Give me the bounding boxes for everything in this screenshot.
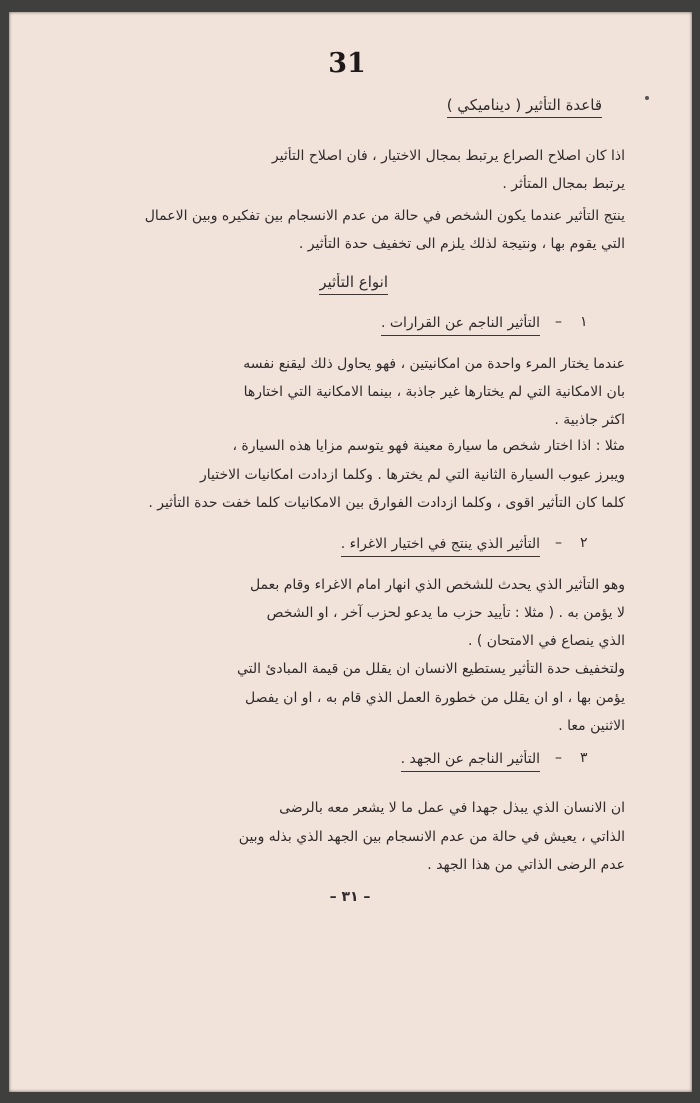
handwritten-page-number: 31 (328, 48, 366, 79)
item-dash: – (555, 535, 562, 551)
item-heading: التأثير الذي ينتج في اختيار الاغراء . (341, 535, 540, 557)
page-title: قاعدة التأثير ( ديناميكي ) (447, 96, 602, 118)
paragraph-line: عندما يختار المرء واحدة من امكانيتين ، فهو يحاول ذلك ليقنع نفسه (243, 356, 625, 372)
item-number: ٣ (580, 750, 588, 766)
item-dash: – (555, 750, 562, 766)
paragraph-line: لا يؤمن به . ( مثلا : تأييد حزب ما يدعو لحزب آخر ، او الشخص (266, 605, 625, 621)
item-heading: التأثير الناجم عن القرارات . (381, 314, 540, 336)
paper-mark (645, 96, 649, 100)
paragraph-line: الذاتي ، يعيش في حالة من عدم الانسجام بين الجهد الذي بذله وبين (238, 829, 625, 845)
intro-line: يرتبط بمجال المتأثر . (502, 176, 625, 192)
section-heading: انواع التأثير (319, 273, 388, 295)
paragraph-line: عدم الرضى الذاتي من هذا الجهد . (427, 857, 625, 873)
intro-line: التي يقوم بها ، ونتيجة لذلك يلزم الى تخفيف حدة التأثير . (298, 236, 625, 252)
item-heading: التأثير الناجم عن الجهد . (401, 750, 540, 772)
item-number: ٢ (580, 535, 588, 551)
printed-page-number: – ٣١ – (329, 889, 371, 905)
paragraph-line: وهو التأثير الذي يحدث للشخص الذي انهار امام الاغراء وقام بعمل (249, 577, 625, 593)
intro-line: اذا كان اصلاح الصراع يرتبط بمجال الاختيار ، فان اصلاح التأثير (271, 148, 625, 164)
item-dash: – (555, 314, 562, 330)
intro-line: ينتج التأثير عندما يكون الشخص في حالة من عدم الانسجام بين تفكيره وبين الاعمال (144, 208, 625, 224)
item-number: ١ (580, 314, 588, 330)
paragraph-line: بان الامكانية التي لم يختارها غير جاذبة ، بينما الامكانية التي اختارها (243, 384, 625, 400)
paragraph-line: الاثنين معا . (558, 718, 625, 734)
paragraph-line: ويبرز عيوب السيارة الثانية التي لم يخترها . وكلما ازدادت امكانيات الاختيار (200, 467, 625, 483)
paragraph-line: مثلا : اذا اختار شخص ما سيارة معينة فهو يتوسم مزايا هذه السيارة ، (232, 438, 625, 454)
paragraph-line: يؤمن بها ، او ان يقلل من خطورة العمل الذي قام به ، او ان يفصل (245, 690, 625, 706)
paragraph-line: اكثر جاذبية . (554, 412, 625, 428)
paragraph-line: ولتخفيف حدة التأثير يستطيع الانسان ان يقلل من قيمة المبادئ التي (236, 661, 625, 677)
paragraph-line: ان الانسان الذي يبذل جهدا في عمل ما لا يشعر معه بالرضى (279, 800, 625, 816)
paragraph-line: كلما كان التأثير اقوى ، وكلما ازدادت الفوارق بين الامكانيات كلما خفت حدة التأثير . (148, 495, 625, 511)
paragraph-line: الذي ينصاع في الامتحان ) . (467, 633, 625, 649)
